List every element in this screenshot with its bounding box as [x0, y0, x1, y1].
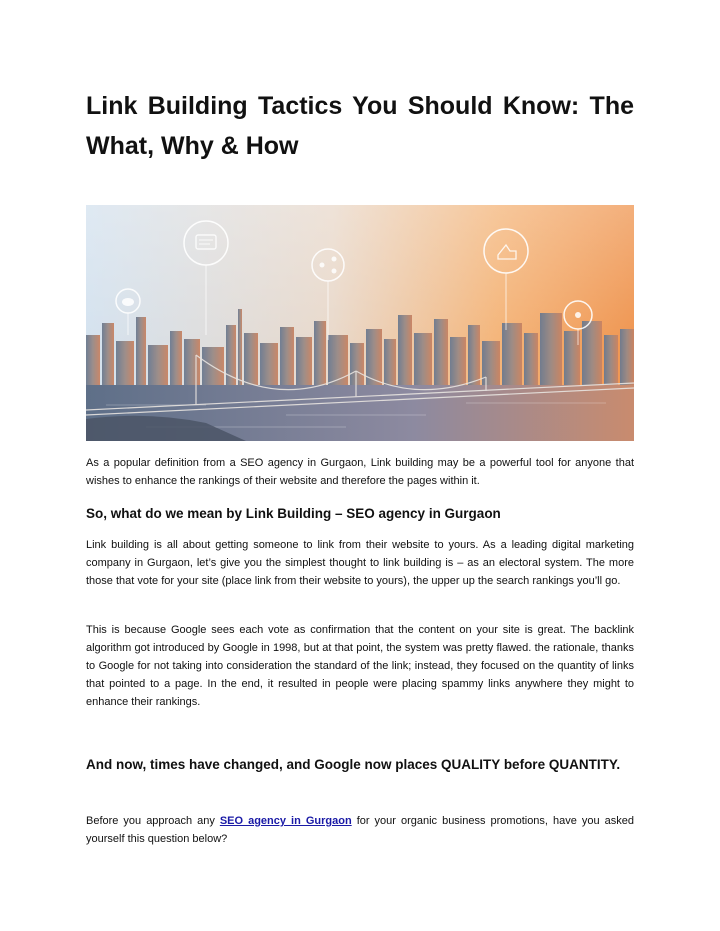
paragraph-text-after-link: for your organic business promotions, have you asked yourself this question below?: [86, 815, 634, 845]
intro-paragraph: As a popular definition from a SEO agency in Gurgaon, Link building may be a powerful tool for anyone that wishes to enhance the rankings of their website and therefore the pages within it.: [86, 457, 634, 487]
paragraph-google-backlink-history: This is because Google sees each vote as confirmation that the content on your site is great. The backlink algorithm got introduced by Google in 1998, but at that point, the system was pretty flawed. the rationale, thanks to Google for not taking into consideration the standard of the link; instead, they focused on the quantity of links that pointed to a page. In the end, it resulted in people were placing spammy links anywhere they might to enhance their rankings.: [86, 624, 634, 708]
city-skyline-illustration: [86, 205, 634, 441]
article-title: Link Building Tactics You Should Know: The What, Why & How: [86, 92, 634, 160]
section-heading-quality-before-quantity: And now, times have changed, and Google now places QUALITY before QUANTITY.: [86, 757, 621, 772]
hero-image: [86, 205, 634, 441]
paragraph-before-you-approach: [86, 812, 634, 848]
paragraph-text-before-link: Before you approach any: [86, 815, 220, 827]
section-heading-link-building: So, what do we mean by Link Building – SEO agency in Gurgaon: [86, 506, 501, 521]
paragraph-link-building-definition: Link building is all about getting someone to link from their website to yours. As a leading digital marketing company in Gurgaon, let’s give you the simplest thought to link building is – as an electoral system. The more those that vote for your site (place link from their website to yours), the upper up the search rankings you’ll go.: [86, 539, 634, 587]
seo-agency-gurgaon-link[interactable]: SEO agency in Gurgaon: [219, 815, 352, 827]
